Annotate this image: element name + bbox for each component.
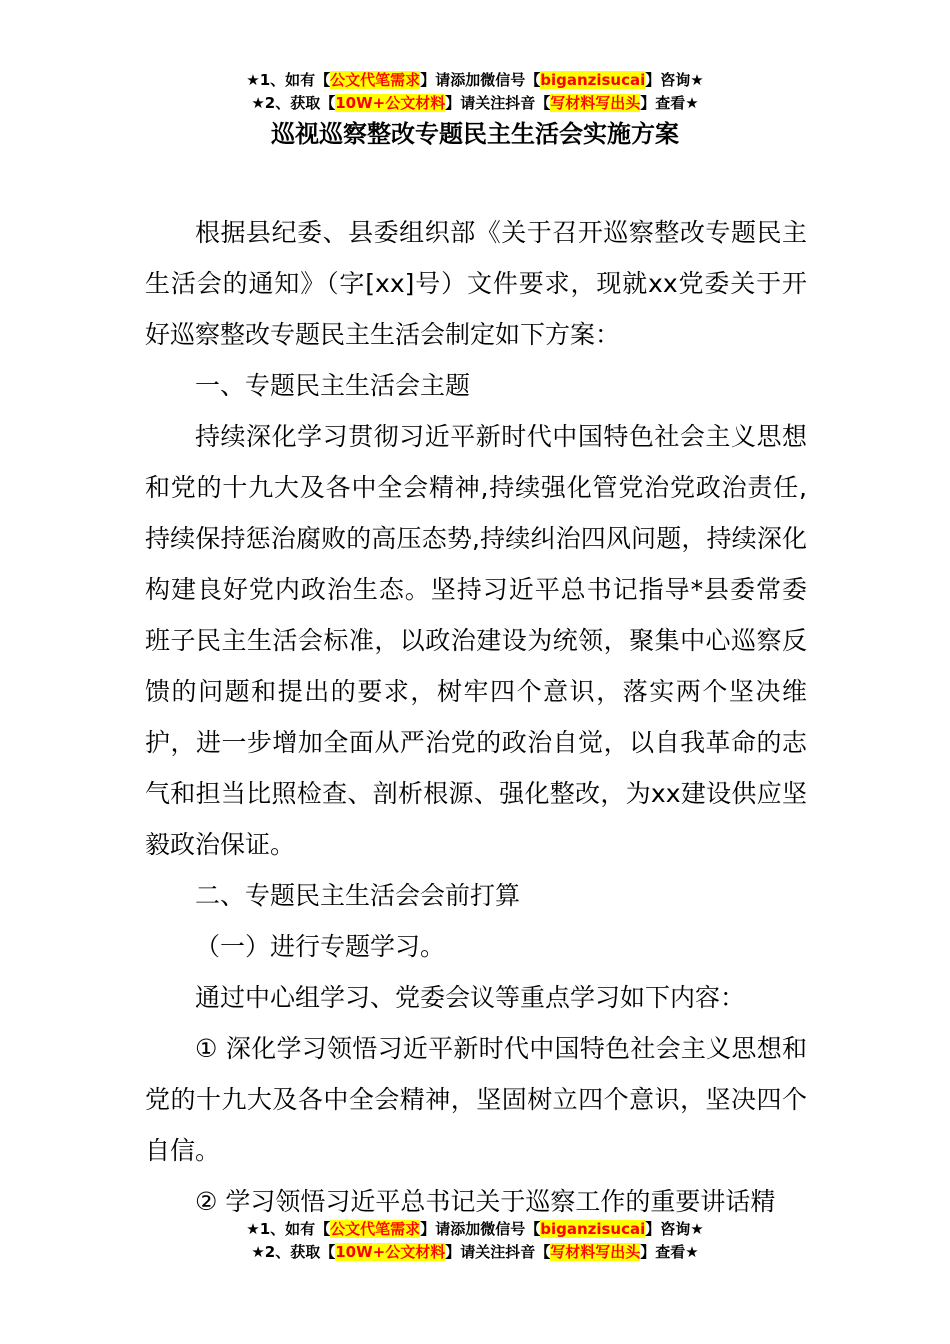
promo-line-1 xyxy=(0,1218,950,1241)
promo-highlight: 写材料写出头 xyxy=(550,1243,641,1261)
promo-text: ★2、获取【 xyxy=(251,94,336,112)
promo-text: ★2、获取【 xyxy=(251,1243,336,1261)
promo-text: 】请添加微信号【 xyxy=(420,1220,541,1238)
promo-line-1 xyxy=(0,69,950,92)
header-promo-banner xyxy=(0,69,950,115)
promo-highlight: biganzisucai xyxy=(540,1220,646,1238)
promo-text: ★1、如有【 xyxy=(246,1220,331,1238)
paragraph: 根据县纪委、县委组织部《关于召开巡察整改专题民主生活会的通知》（字[xx]号）文件要求，现就xx党委关于开好巡察整改专题民主生活会制定如下方案： xyxy=(145,218,807,349)
promo-highlight: 公文代笔需求 xyxy=(330,1220,421,1238)
document-body xyxy=(145,207,807,1227)
promo-highlight: 10W+公文材料 xyxy=(335,94,446,112)
promo-text: 】咨询★ xyxy=(645,1220,704,1238)
promo-highlight: 公文代笔需求 xyxy=(330,71,421,89)
promo-line-2 xyxy=(0,1241,950,1264)
promo-highlight: 10W+公文材料 xyxy=(335,1243,446,1261)
promo-text: 】查看★ xyxy=(640,1243,699,1261)
paragraph: 持续深化学习贯彻习近平新时代中国特色社会主义思想和党的十九大及各中全会精神,持续强化管党治党政治责任,持续保持惩治腐败的高压态势,持续纠治四风问题，持续深化构建良好党内政治生态。坚持习近平总书记指导*县委常委班子民主生活会标准，以政治建设为统领，聚集中心巡察反馈的问题和提出的要求，树牢四个意识，落实两个坚决维护，进一步增加全面从严治党的政治自觉，以自我革命的志气和担当比照检查、剖析根源、强化整改，为xx建设供应坚毅政治保证。 xyxy=(145,422,807,859)
promo-text: 】请关注抖音【 xyxy=(445,1243,551,1261)
promo-line-2 xyxy=(0,92,950,115)
paragraph: 通过中心组学习、党委会议等重点学习如下内容： xyxy=(195,983,746,1012)
promo-text: 】咨询★ xyxy=(645,71,704,89)
list-item: ② 学习领悟习近平总书记关于巡察工作的重要讲话精 xyxy=(195,1187,776,1216)
promo-highlight: 写材料写出头 xyxy=(550,94,641,112)
section-heading: 二、专题民主生活会会前打算 xyxy=(195,881,521,910)
promo-highlight: biganzisucai xyxy=(540,71,646,89)
promo-text: 】请添加微信号【 xyxy=(420,71,541,89)
footer-promo-banner xyxy=(0,1218,950,1264)
promo-text: 】查看★ xyxy=(640,94,699,112)
subsection-heading: （一）进行专题学习。 xyxy=(195,932,446,961)
promo-text: ★1、如有【 xyxy=(246,71,331,89)
list-item: ① 深化学习领悟习近平新时代中国特色社会主义思想和党的十九大及各中全会精神，坚固树立四个意识，坚决四个自信。 xyxy=(145,1034,807,1165)
section-heading: 一、专题民主生活会主题 xyxy=(195,371,471,400)
promo-text: 】请关注抖音【 xyxy=(445,94,551,112)
document-title: 巡视巡察整改专题民主生活会实施方案 xyxy=(271,120,679,148)
